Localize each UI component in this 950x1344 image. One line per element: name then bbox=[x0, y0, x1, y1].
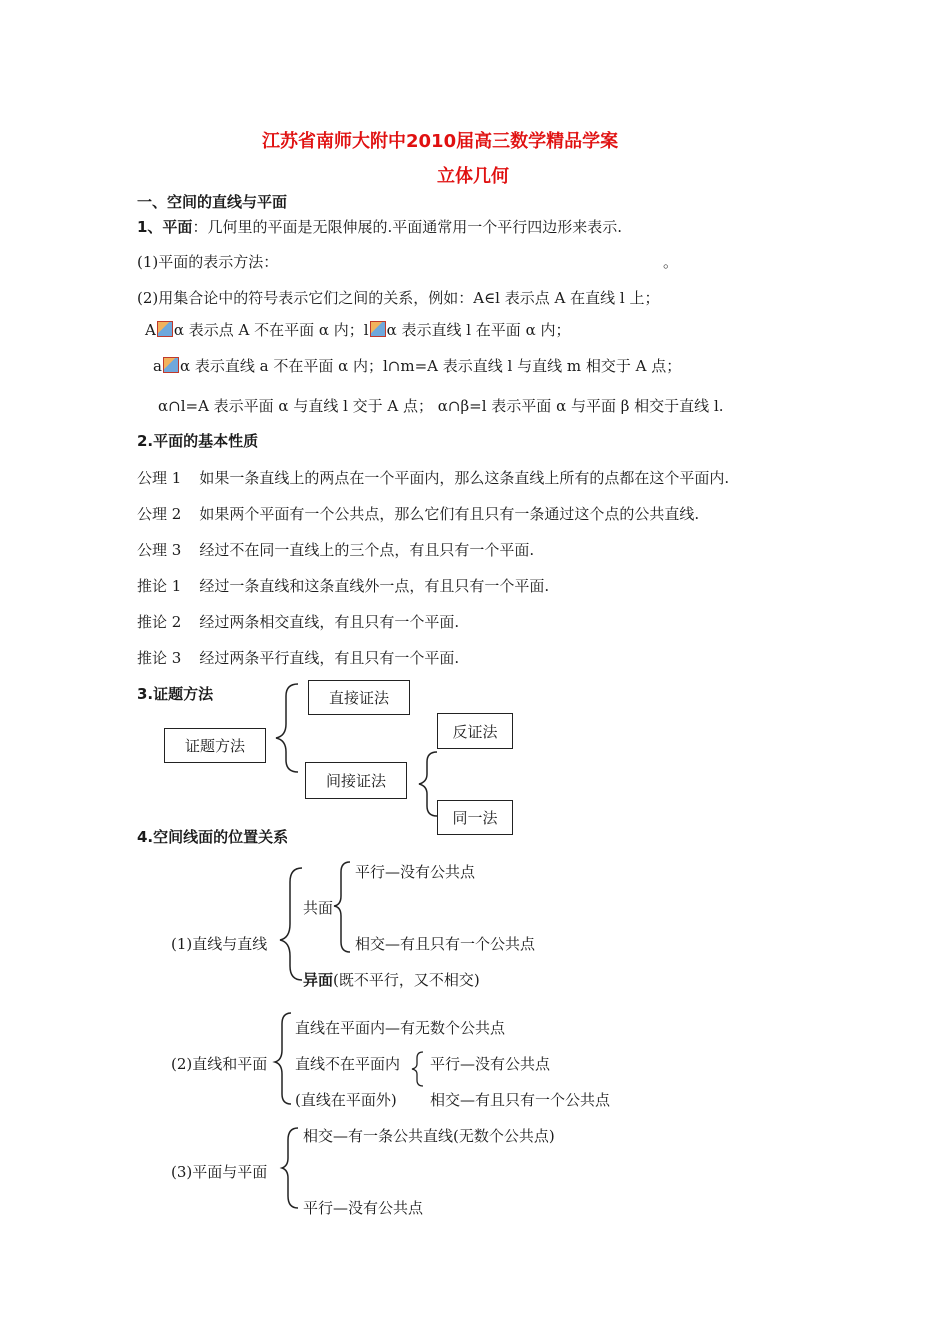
direct-proof-box: 直接证法 bbox=[308, 680, 410, 715]
axiom-text: 如果一条直线上的两点在一个平面内，那么这条直线上所有的点都在这个平面内. bbox=[199, 469, 730, 487]
axiom-label: 公理 1 bbox=[137, 469, 182, 487]
proof-method-root-box: 证题方法 bbox=[164, 728, 266, 763]
brace-root bbox=[276, 684, 298, 772]
brace-indirect bbox=[419, 752, 437, 816]
pp-intersect: 相交—有一条公共直线(无数个公共点) bbox=[303, 1127, 555, 1145]
page-title: 江苏省南师大附中2010届高三数学精品学案 bbox=[262, 131, 619, 152]
plane-rep-method: (1)平面的表示方法： bbox=[137, 253, 279, 271]
axiom-label: 推论 1 bbox=[137, 577, 182, 595]
ll-coplanar: 共面 bbox=[303, 899, 334, 917]
section1-heading: 一、空间的直线与平面 bbox=[137, 193, 288, 211]
ll-parallel: 平行—没有公共点 bbox=[355, 863, 476, 881]
set-symbols-line: (2)用集合论中的符号表示它们之间的关系，例如：A∈l 表示点 A 在直线 l 上； bbox=[137, 289, 660, 307]
pp-parallel: 平行—没有公共点 bbox=[303, 1199, 424, 1217]
axiom-label: 公理 2 bbox=[137, 505, 182, 523]
same-method-box: 同一法 bbox=[437, 800, 513, 835]
lp-in-plane: 直线在平面内—有无数个公共点 bbox=[295, 1019, 506, 1037]
axiom-label: 推论 3 bbox=[137, 649, 182, 667]
ll-label: (1)直线与直线 bbox=[171, 935, 268, 953]
lp-label: (2)直线和平面 bbox=[171, 1055, 268, 1073]
axiom-label: 推论 2 bbox=[137, 613, 182, 631]
brace-lp bbox=[275, 1013, 291, 1104]
lp-intersect: 相交—有且只有一个公共点 bbox=[430, 1091, 611, 1109]
section3-heading: 3.证题方法 bbox=[137, 685, 214, 703]
plane-text: ：几何里的平面是无限伸展的.平面通常用一个平行四边形来表示. bbox=[192, 218, 622, 236]
lp-parallel: 平行—没有公共点 bbox=[430, 1055, 551, 1073]
axiom-text: 经过两条相交直线，有且只有一个平面. bbox=[199, 613, 460, 631]
axiom-text: 经过不在同一直线上的三个点，有且只有一个平面. bbox=[199, 541, 535, 559]
symbol-a-text2: α 表示直线 l 在平面 α 内； bbox=[386, 321, 571, 339]
brace-not-in-plane bbox=[412, 1052, 423, 1086]
brace-ll bbox=[280, 868, 302, 980]
axiom-text: 经过两条平行直线，有且只有一个平面. bbox=[199, 649, 460, 667]
lp-outside: (直线在平面外) bbox=[295, 1091, 397, 1109]
indirect-proof-box: 间接证法 bbox=[305, 762, 407, 799]
brace-coplanar bbox=[334, 862, 350, 952]
plane-rep-end: 。 bbox=[663, 253, 679, 271]
plane-label: 1、平面 bbox=[137, 218, 193, 236]
symbol-a-text: α 表示点 A 不在平面 α 内；l bbox=[173, 321, 369, 339]
axiom-label: 公理 3 bbox=[137, 541, 182, 559]
axiom-text: 如果两个平面有一个公共点，那么它们有且只有一条通过这个点的公共直线. bbox=[199, 505, 700, 523]
symbol-a-point: A bbox=[145, 321, 156, 339]
ll-skew bbox=[303, 969, 480, 990]
contradiction-box: 反证法 bbox=[437, 713, 513, 749]
skew-label: 异面 bbox=[303, 971, 334, 989]
symbol-b-line: a bbox=[153, 357, 162, 375]
symbol-b-text: α 表示直线 a 不在平面 α 内；l∩m=A 表示直线 l 与直线 m 相交于 A 点； bbox=[179, 357, 682, 375]
lp-not-in-plane: 直线不在平面内 bbox=[295, 1055, 401, 1073]
pp-label: (3)平面与平面 bbox=[171, 1163, 268, 1181]
section4-heading: 4.空间线面的位置关系 bbox=[137, 828, 289, 846]
page-subtitle: 立体几何 bbox=[437, 166, 509, 187]
symbol-line-c: α∩l=A 表示平面 α 与直线 l 交于 A 点； α∩β=l 表示平面 α 与平面 β 相交于直线 l. bbox=[158, 397, 724, 415]
skew-note: (既不平行，又不相交) bbox=[333, 971, 480, 989]
section2-heading: 2.平面的基本性质 bbox=[137, 432, 259, 450]
ll-intersect: 相交—有且只有一个公共点 bbox=[355, 935, 536, 953]
axiom-text: 经过一条直线和这条直线外一点，有且只有一个平面. bbox=[199, 577, 550, 595]
brace-pp bbox=[282, 1128, 298, 1208]
